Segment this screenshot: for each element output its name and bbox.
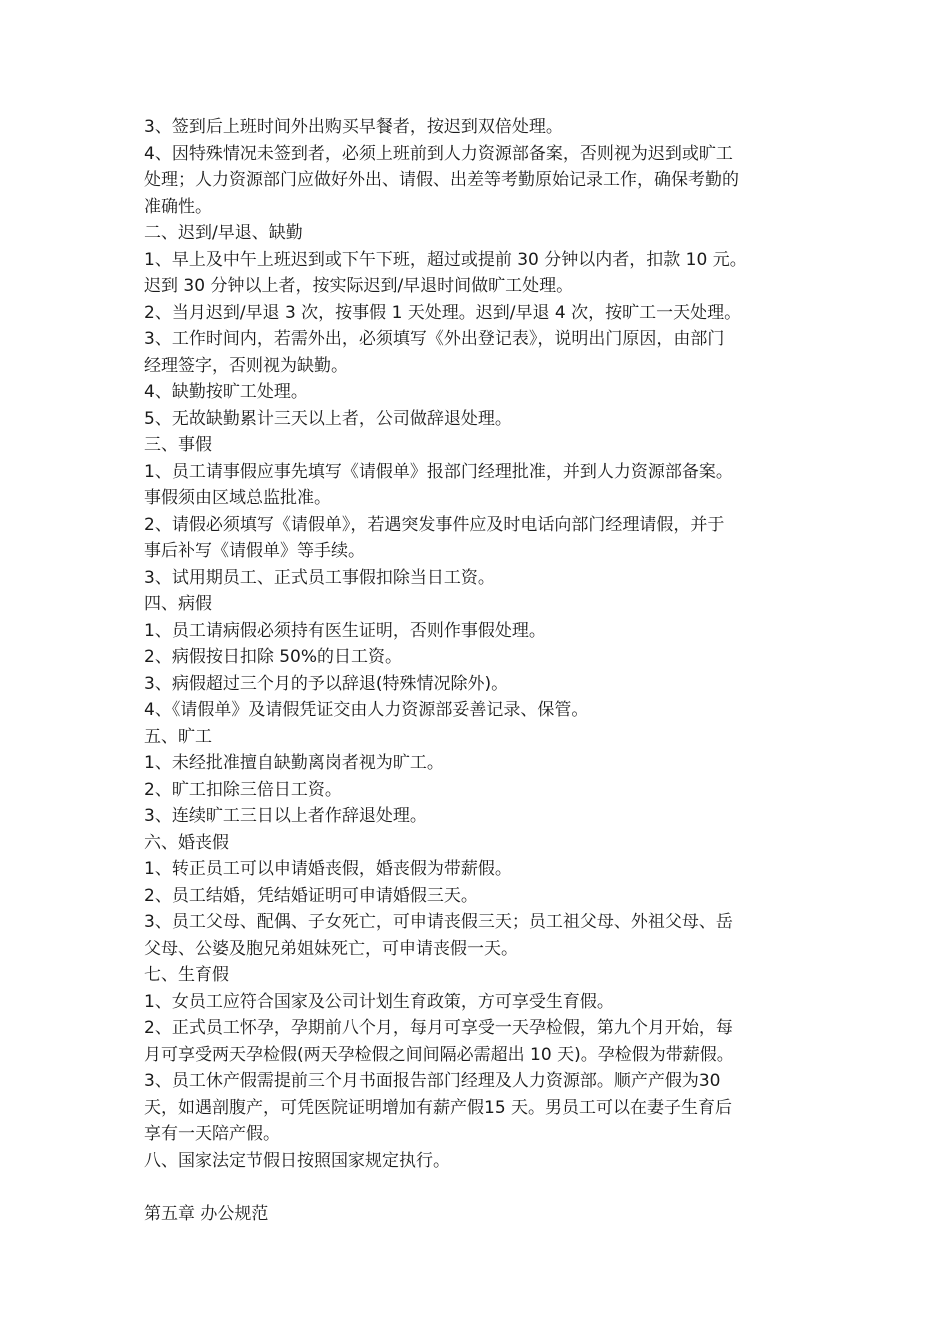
text-line: 4、缺勤按旷工处理。 bbox=[144, 382, 308, 402]
text-line: 3、连续旷工三日以上者作辞退处理。 bbox=[144, 806, 427, 826]
text-line: 2、当月迟到/早退 3 次，按事假 1 天处理。迟到/早退 4 次，按旷工一天处理。 bbox=[144, 302, 742, 323]
section-heading: 七、生育假 bbox=[144, 965, 229, 985]
text-line: 3、员工休产假需提前三个月书面报告部门经理及人力资源部。顺产产假为30 bbox=[144, 1071, 721, 1091]
text-line: 经理签字，否则视为缺勤。 bbox=[144, 355, 348, 376]
text-line: 3、病假超过三个月的予以辞退(特殊情况除外)。 bbox=[144, 673, 509, 694]
text-line: 2、病假按日扣除 50%的日工资。 bbox=[144, 647, 403, 667]
chapter-heading: 第五章 办公规范 bbox=[144, 1203, 269, 1224]
section-heading: 二、迟到/早退、缺勤 bbox=[144, 223, 303, 243]
text-line: 1、女员工应符合国家及公司计划生育政策，方可享受生育假。 bbox=[144, 991, 614, 1012]
text-line: 1、未经批准擅自缺勤离岗者视为旷工。 bbox=[144, 753, 444, 773]
section-heading: 四、病假 bbox=[144, 594, 212, 614]
text-line: 3、员工父母、配偶、子女死亡，可申请丧假三天；员工祖父母、外祖父母、岳 bbox=[144, 912, 733, 932]
text-line: 3、工作时间内，若需外出，必须填写《外出登记表》，说明出门原因，由部门 bbox=[144, 329, 725, 349]
text-line: 3、签到后上班时间外出购买早餐者，按迟到双倍处理。 bbox=[144, 117, 563, 137]
section-heading: 六、婚丧假 bbox=[144, 832, 229, 853]
text-line: 1、员工请事假应事先填写《请假单》报部门经理批准，并到人力资源部备案。 bbox=[144, 461, 733, 482]
text-line: 4、《请假单》及请假凭证交由人力资源部妥善记录、保管。 bbox=[144, 700, 589, 720]
text-line: 事假须由区域总监批准。 bbox=[144, 488, 331, 508]
document-body bbox=[144, 114, 814, 1227]
text-line: 迟到 30 分钟以上者，按实际迟到/早退时间做旷工处理。 bbox=[144, 276, 574, 296]
text-line: 处理；人力资源部门应做好外出、请假、出差等考勤原始记录工作，确保考勤的 bbox=[144, 170, 739, 190]
text-line: 1、员工请病假必须持有医生证明，否则作事假处理。 bbox=[144, 620, 546, 641]
text-line: 享有一天陪产假。 bbox=[144, 1124, 280, 1144]
text-line: 2、员工结婚，凭结婚证明可申请婚假三天。 bbox=[144, 885, 478, 906]
text-line: 天，如遇剖腹产，可凭医院证明增加有薪产假15 天。男员工可以在妻子生育后 bbox=[144, 1097, 733, 1118]
text-line: 4、因特殊情况未签到者，必须上班前到人力资源部备案，否则视为迟到或旷工 bbox=[144, 143, 733, 164]
section-heading: 八、国家法定节假日按照国家规定执行。 bbox=[144, 1150, 450, 1171]
text-line: 3、试用期员工、正式员工事假扣除当日工资。 bbox=[144, 567, 495, 588]
text-line: 5、无故缺勤累计三天以上者，公司做辞退处理。 bbox=[144, 408, 512, 429]
text-line: 1、早上及中午上班迟到或下午下班，超过或提前 30 分钟以内者，扣款 10 元。 bbox=[144, 249, 747, 270]
section-heading: 五、旷工 bbox=[144, 726, 212, 747]
text-line: 事后补写《请假单》等手续。 bbox=[144, 541, 365, 561]
text-line: 1、转正员工可以申请婚丧假，婚丧假为带薪假。 bbox=[144, 859, 512, 879]
text-line: 月可享受两天孕检假(两天孕检假之间间隔必需超出 10 天)。孕检假为带薪假。 bbox=[144, 1044, 734, 1065]
section-heading: 三、事假 bbox=[144, 435, 212, 455]
text-line: 2、旷工扣除三倍日工资。 bbox=[144, 779, 342, 800]
text-line: 2、正式员工怀孕，孕期前八个月，每月可享受一天孕检假，第九个月开始，每 bbox=[144, 1018, 733, 1038]
text-line: 父母、公婆及胞兄弟姐妹死亡，可申请丧假一天。 bbox=[144, 938, 518, 959]
text-line: 准确性。 bbox=[144, 196, 212, 217]
text-line: 2、请假必须填写《请假单》，若遇突发事件应及时电话向部门经理请假，并于 bbox=[144, 514, 725, 535]
blank-line bbox=[144, 1174, 814, 1201]
